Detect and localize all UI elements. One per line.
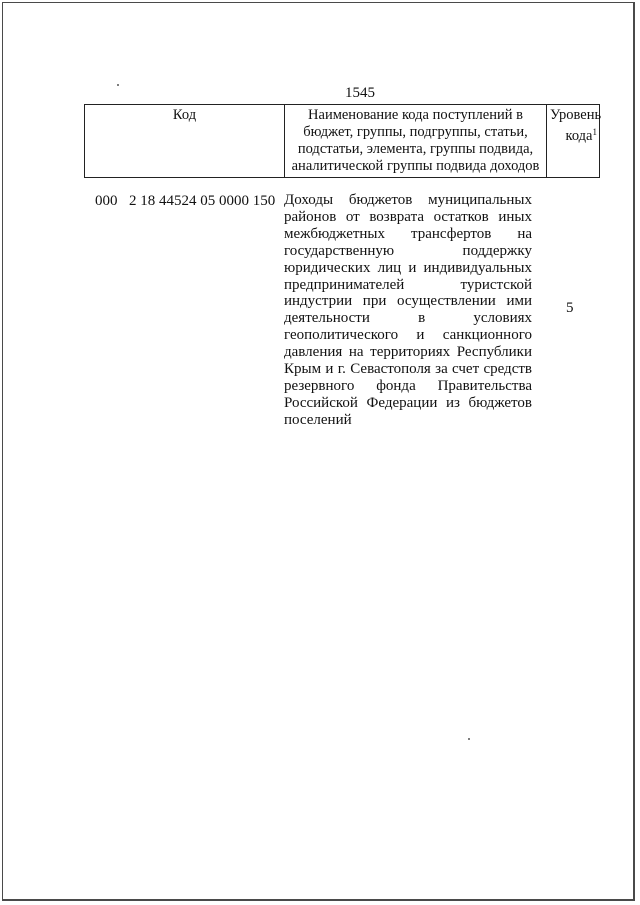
header-level-line — [550, 124, 597, 145]
row-admin-code: 000 — [95, 193, 118, 209]
scan-speck — [117, 84, 119, 86]
row-income-name: Доходы бюджетов муниципальных районов от возврата остатков иных межбюджетных трансфертов на государственную поддержку юридических лиц и индивидуальных предпринимателей туристской индустрии при осуществлении ими деятельности в условиях геополитического и санкционного давления на территориях Республики Крым и г. Севастополя за счет средств резервного фонда Правительства Российской Федерации из бюджетов поселений — [284, 192, 532, 428]
header-name — [285, 105, 547, 178]
header-name-line: Наименование кода поступлений в — [308, 107, 523, 123]
header-level — [547, 105, 600, 178]
row-kbk-code: 2 18 44524 05 0000 150 — [129, 193, 276, 209]
header-name-line: бюджет, группы, подгруппы, статьи, — [303, 124, 528, 140]
footnote-marker: 1 — [592, 127, 597, 137]
scan-speck — [468, 738, 470, 740]
table-header — [84, 104, 600, 178]
header-name-line: подстатьи, элемента, группы подвида, — [297, 141, 534, 157]
header-row — [85, 105, 600, 178]
page-number: 1545 — [345, 85, 375, 101]
header-level-line: Уровень — [550, 107, 602, 123]
header-code: Код — [85, 105, 285, 178]
header-name-line: аналитической группы подвида доходов — [291, 158, 540, 174]
header-level-label: кода — [565, 128, 593, 144]
row-level: 5 — [566, 300, 574, 316]
